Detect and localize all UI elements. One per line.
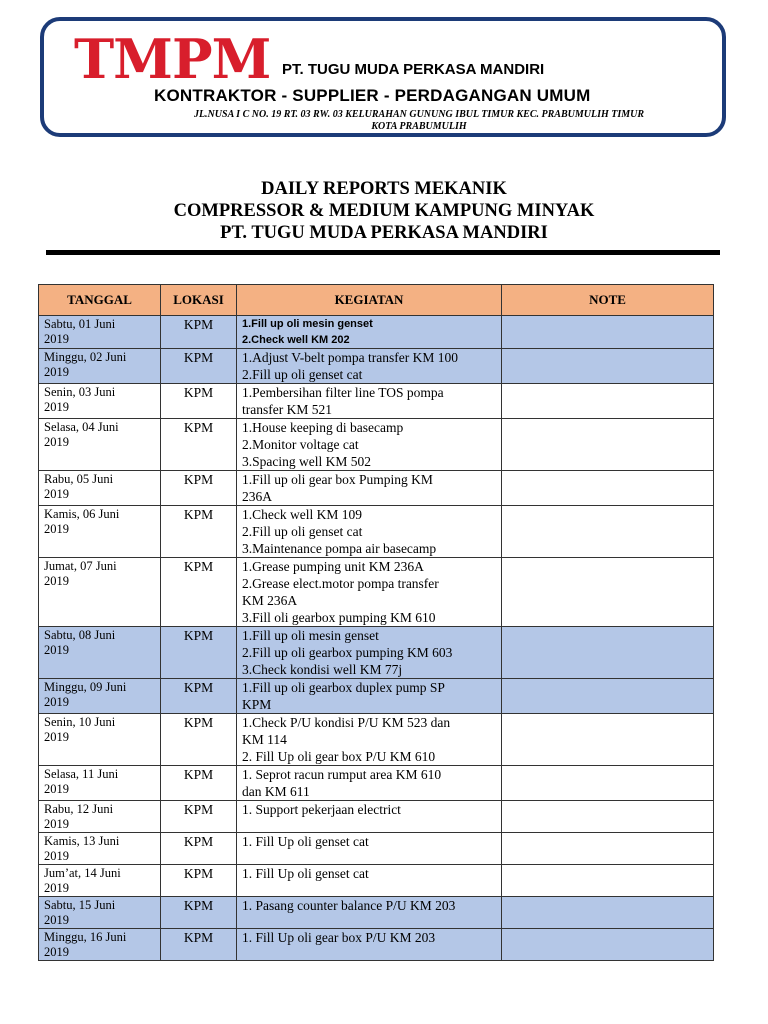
activity-line: 2.Grease elect.motor pompa transfer xyxy=(242,576,439,591)
header-location: LOKASI xyxy=(161,285,237,316)
activity-line: 3.Fill oli gearbox pumping KM 610 xyxy=(242,610,436,625)
cell-activity xyxy=(237,714,502,766)
activity-line: 1.Fill up oli gearbox duplex pump SP xyxy=(242,680,445,695)
cell-activity xyxy=(237,316,502,349)
cell-note xyxy=(502,558,714,627)
title-line-1: DAILY REPORTS MEKANIK xyxy=(261,179,507,199)
letterhead xyxy=(40,17,726,137)
activity-line: dan KM 611 xyxy=(242,784,310,799)
table-row xyxy=(39,471,714,506)
table-row xyxy=(39,679,714,714)
table-row xyxy=(39,419,714,471)
table-body xyxy=(39,316,714,961)
header-date: TANGGAL xyxy=(39,285,161,316)
cell-note xyxy=(502,506,714,558)
table-row xyxy=(39,384,714,419)
cell-location: KPM xyxy=(161,627,237,679)
date-year: 2019 xyxy=(44,849,69,863)
table-row xyxy=(39,766,714,801)
cell-location: KPM xyxy=(161,419,237,471)
date-year: 2019 xyxy=(44,332,69,346)
activity-line: 1.Fill up oli mesin genset xyxy=(242,318,373,330)
cell-note xyxy=(502,349,714,384)
date-day: Sabtu, 08 Juni xyxy=(44,628,116,642)
date-year: 2019 xyxy=(44,487,69,501)
activity-line: 1. Pasang counter balance P/U KM 203 xyxy=(242,898,456,913)
cell-date xyxy=(39,897,161,929)
cell-note xyxy=(502,714,714,766)
date-day: Minggu, 09 Juni xyxy=(44,680,127,694)
activity-line: 3.Maintenance pompa air basecamp xyxy=(242,541,437,556)
cell-location: KPM xyxy=(161,833,237,865)
date-day: Selasa, 11 Juni xyxy=(44,767,119,781)
date-day: Kamis, 13 Juni xyxy=(44,834,120,848)
cell-location: KPM xyxy=(161,384,237,419)
cell-location: KPM xyxy=(161,471,237,506)
cell-location: KPM xyxy=(161,714,237,766)
date-day: Senin, 03 Juni xyxy=(44,385,116,399)
activity-line: 2.Check well KM 202 xyxy=(242,334,350,346)
cell-location: KPM xyxy=(161,558,237,627)
cell-date xyxy=(39,349,161,384)
activity-line: 1.Check well KM 109 xyxy=(242,507,362,522)
date-year: 2019 xyxy=(44,574,69,588)
date-year: 2019 xyxy=(44,695,69,709)
table-row xyxy=(39,897,714,929)
cell-activity xyxy=(237,349,502,384)
cell-note xyxy=(502,419,714,471)
cell-date xyxy=(39,679,161,714)
cell-activity xyxy=(237,506,502,558)
cell-note xyxy=(502,627,714,679)
cell-date xyxy=(39,766,161,801)
cell-note xyxy=(502,316,714,349)
cell-activity xyxy=(237,558,502,627)
table-row xyxy=(39,316,714,349)
company-tagline: KONTRAKTOR - SUPPLIER - PERDAGANGAN UMUM xyxy=(154,86,591,105)
date-day: Sabtu, 15 Juni xyxy=(44,898,116,912)
table-row xyxy=(39,558,714,627)
date-day: Kamis, 06 Juni xyxy=(44,507,120,521)
cell-location: KPM xyxy=(161,349,237,384)
activity-line: 1.Fill up oli gear box Pumping KM xyxy=(242,472,433,487)
date-year: 2019 xyxy=(44,435,69,449)
activity-line: 1. Fill Up oli gear box P/U KM 203 xyxy=(242,930,436,945)
table-row xyxy=(39,506,714,558)
cell-activity xyxy=(237,865,502,897)
table-row xyxy=(39,714,714,766)
cell-activity xyxy=(237,766,502,801)
title-line-2: COMPRESSOR & MEDIUM KAMPUNG MINYAK xyxy=(173,201,595,221)
cell-activity xyxy=(237,897,502,929)
activity-line: 1. Support pekerjaan electrict xyxy=(242,802,401,817)
cell-note xyxy=(502,679,714,714)
activity-line: 1. Fill Up oli genset cat xyxy=(242,834,369,849)
title-divider xyxy=(46,250,720,255)
cell-date xyxy=(39,506,161,558)
activity-line: 1.Check P/U kondisi P/U KM 523 dan xyxy=(242,715,451,730)
cell-note xyxy=(502,897,714,929)
cell-activity xyxy=(237,419,502,471)
activity-line: 2.Monitor voltage cat xyxy=(242,437,359,452)
table-header-row xyxy=(39,285,714,316)
cell-location: KPM xyxy=(161,801,237,833)
activity-line: 1. Seprot racun rumput area KM 610 xyxy=(242,767,442,782)
cell-activity xyxy=(237,384,502,419)
report-title xyxy=(0,178,768,244)
date-year: 2019 xyxy=(44,913,69,927)
cell-date xyxy=(39,316,161,349)
cell-activity xyxy=(237,679,502,714)
table-row xyxy=(39,833,714,865)
activity-line: 1. Fill Up oli genset cat xyxy=(242,866,369,881)
cell-location: KPM xyxy=(161,679,237,714)
cell-note xyxy=(502,384,714,419)
activity-line: 1.Grease pumping unit KM 236A xyxy=(242,559,424,574)
cell-date xyxy=(39,714,161,766)
cell-activity xyxy=(237,471,502,506)
cell-activity xyxy=(237,627,502,679)
date-day: Jum’at, 14 Juni xyxy=(44,866,121,880)
date-day: Sabtu, 01 Juni xyxy=(44,317,116,331)
date-day: Minggu, 02 Juni xyxy=(44,350,127,364)
activity-line: 1.Pembersihan filter line TOS pompa xyxy=(242,385,444,400)
cell-activity xyxy=(237,801,502,833)
date-year: 2019 xyxy=(44,643,69,657)
activity-line: 236A xyxy=(242,489,272,504)
date-year: 2019 xyxy=(44,400,69,414)
cell-activity xyxy=(237,833,502,865)
table-row xyxy=(39,349,714,384)
activity-line: 3.Spacing well KM 502 xyxy=(242,454,371,469)
cell-date xyxy=(39,558,161,627)
table-row xyxy=(39,627,714,679)
cell-date xyxy=(39,471,161,506)
company-name: PT. TUGU MUDA PERKASA MANDIRI xyxy=(282,61,545,78)
cell-note xyxy=(502,766,714,801)
address-line-1: JL.NUSA I C NO. 19 RT. 03 RW. 03 KELURAHAN GUNUNG IBUL TIMUR KEC. PRABUMULIH TIMUR xyxy=(193,109,645,120)
date-year: 2019 xyxy=(44,782,69,796)
date-day: Rabu, 12 Juni xyxy=(44,802,114,816)
activity-line: 3.Check kondisi well KM 77j xyxy=(242,662,403,677)
cell-date xyxy=(39,929,161,961)
cell-date xyxy=(39,627,161,679)
date-year: 2019 xyxy=(44,945,69,959)
activity-line: 1.House keeping di basecamp xyxy=(242,420,404,435)
date-year: 2019 xyxy=(44,365,69,379)
activity-line: KPM xyxy=(242,697,272,712)
activity-line: 2.Fill up oli genset cat xyxy=(242,367,363,382)
cell-location: KPM xyxy=(161,766,237,801)
header-activity: KEGIATAN xyxy=(237,285,502,316)
date-day: Jumat, 07 Juni xyxy=(44,559,117,573)
cell-activity xyxy=(237,929,502,961)
table-row xyxy=(39,865,714,897)
date-year: 2019 xyxy=(44,522,69,536)
cell-date xyxy=(39,419,161,471)
cell-location: KPM xyxy=(161,929,237,961)
date-day: Selasa, 04 Juni xyxy=(44,420,119,434)
date-year: 2019 xyxy=(44,817,69,831)
table-row xyxy=(39,929,714,961)
cell-note xyxy=(502,865,714,897)
date-year: 2019 xyxy=(44,730,69,744)
title-line-3: PT. TUGU MUDA PERKASA MANDIRI xyxy=(220,223,548,243)
table-row xyxy=(39,801,714,833)
cell-location: KPM xyxy=(161,316,237,349)
company-address xyxy=(119,109,719,133)
cell-date xyxy=(39,801,161,833)
daily-report-table xyxy=(38,284,714,961)
header-note: NOTE xyxy=(502,285,714,316)
activity-line: 2.Fill up oli genset cat xyxy=(242,524,363,539)
activity-line: 2. Fill Up oli gear box P/U KM 610 xyxy=(242,749,436,764)
date-year: 2019 xyxy=(44,881,69,895)
cell-note xyxy=(502,801,714,833)
cell-note xyxy=(502,929,714,961)
cell-date xyxy=(39,833,161,865)
date-day: Senin, 10 Juni xyxy=(44,715,116,729)
cell-location: KPM xyxy=(161,865,237,897)
cell-note xyxy=(502,833,714,865)
activity-line: KM 114 xyxy=(242,732,287,747)
address-line-2: KOTA PRABUMULIH xyxy=(371,121,467,132)
cell-date xyxy=(39,865,161,897)
cell-date xyxy=(39,384,161,419)
company-logo: TMPM xyxy=(74,27,271,91)
activity-line: 2.Fill up oli gearbox pumping KM 603 xyxy=(242,645,453,660)
cell-location: KPM xyxy=(161,897,237,929)
cell-note xyxy=(502,471,714,506)
cell-location: KPM xyxy=(161,506,237,558)
activity-line: 1.Adjust V-belt pompa transfer KM 100 xyxy=(242,350,458,365)
activity-line: 1.Fill up oli mesin genset xyxy=(242,628,379,643)
activity-line: transfer KM 521 xyxy=(242,402,332,417)
date-day: Rabu, 05 Juni xyxy=(44,472,114,486)
date-day: Minggu, 16 Juni xyxy=(44,930,127,944)
activity-line: KM 236A xyxy=(242,593,298,608)
